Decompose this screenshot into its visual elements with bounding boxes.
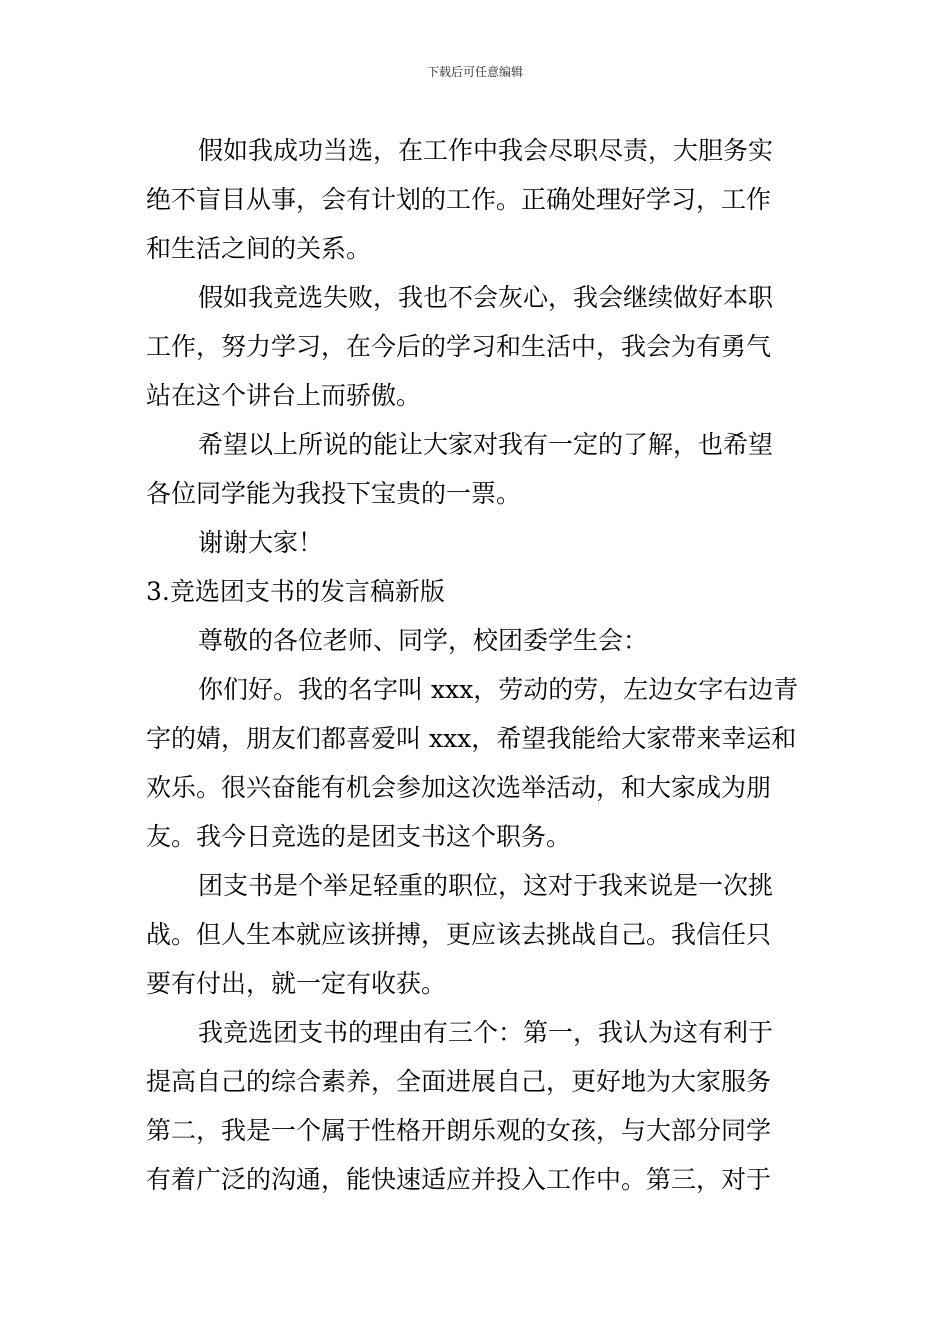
section-heading: 3.竞选团支书的发言稿新版 — [146, 577, 445, 606]
text-line: 和生活之间的关系。 — [146, 234, 372, 263]
text-line: 希望以上所说的能让大家对我有一定的了解，也希望 — [198, 430, 774, 459]
text-line: 字的婧，朋友们都喜爱叫 xxx，希望我能给大家带来幸运和 — [146, 724, 797, 753]
text-line: 有着广泛的沟通，能快速适应并投入工作中。第三，对于 — [146, 1165, 772, 1194]
document-body — [146, 126, 806, 1204]
text-line: 欢乐。很兴奋能有机会参加这次选举活动，和大家成为朋 — [146, 773, 772, 802]
text-line: 绝不盲目从事，会有计划的工作。正确处理好学习，工作 — [146, 185, 772, 214]
text-line: 各位同学能为我投下宝贵的一票。 — [146, 479, 522, 508]
text-line: 团支书是个举足轻重的职位，这对于我来说是一次挑 — [198, 871, 774, 900]
text-line: 提高自己的综合素养，全面进展自己，更好地为大家服务 — [146, 1067, 772, 1096]
text-line: 战。但人生本就应该拼搏，更应该去挑战自己。我信任只 — [146, 920, 772, 949]
text-line: 假如我竞选失败，我也不会灰心，我会继续做好本职 — [198, 283, 774, 312]
text-line: 工作，努力学习，在今后的学习和生活中，我会为有勇气 — [146, 332, 772, 361]
page-header: 下载后可任意编辑 — [426, 65, 523, 79]
text-line: 尊敬的各位老师、同学，校团委学生会： — [198, 626, 649, 655]
text-line: 假如我成功当选，在工作中我会尽职尽责，大胆务实 — [198, 136, 774, 165]
text-line: 谢谢大家！ — [198, 528, 324, 557]
text-line: 第二，我是一个属于性格开朗乐观的女孩，与大部分同学 — [146, 1116, 772, 1145]
text-line: 你们好。我的名字叫 xxx，劳动的劳，左边女字右边青 — [198, 675, 799, 704]
text-line: 友。我今日竞选的是团支书这个职务。 — [146, 822, 572, 851]
text-line: 要有付出，就一定有收获。 — [146, 969, 447, 998]
text-line: 站在这个讲台上而骄傲。 — [146, 381, 422, 410]
text-line: 我竞选团支书的理由有三个：第一，我认为这有利于 — [198, 1018, 774, 1047]
